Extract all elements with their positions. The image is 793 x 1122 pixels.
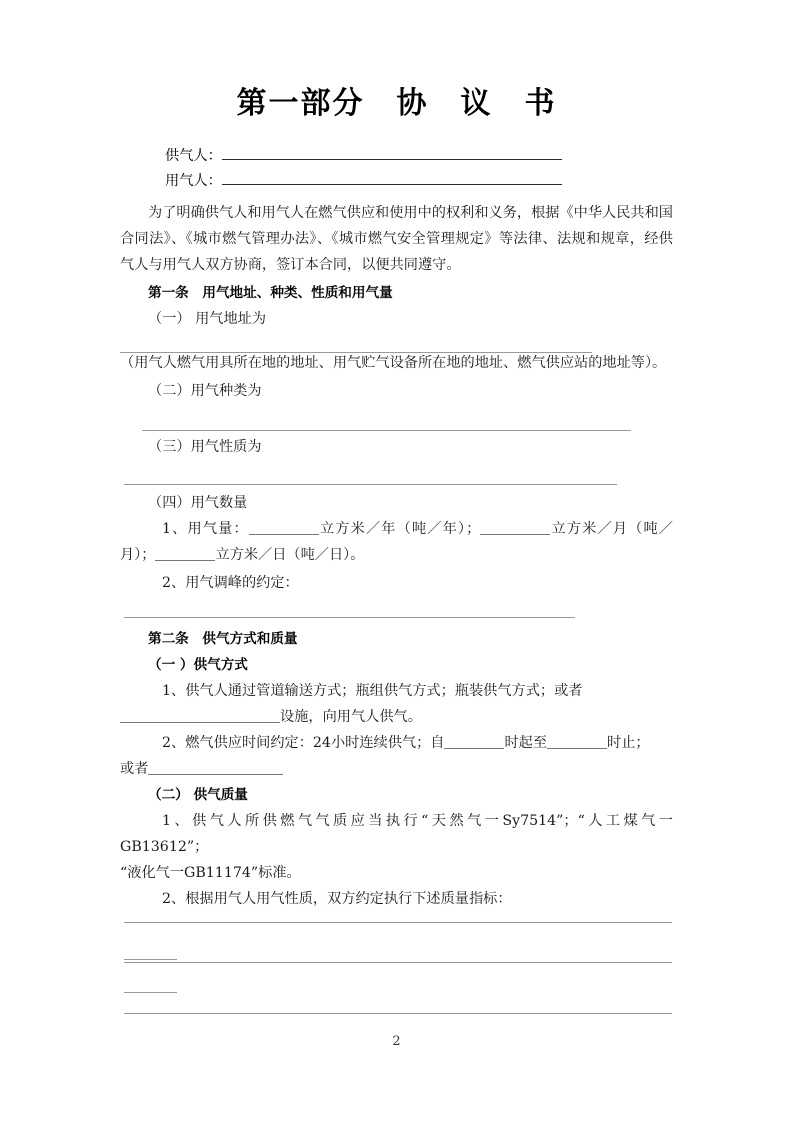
usage-day-unit: 立方米／日（吨／日）。 (215, 547, 365, 563)
supply-time-prefix: 2、燃气供应时间约定：24小时连续供气；自 (162, 735, 445, 751)
supply-time-alt-input[interactable] (148, 761, 283, 775)
usage-month-unit: 立方米／月（吨／月）； (120, 521, 673, 563)
blank-rule-address[interactable] (120, 352, 592, 353)
supply-time-suffix: 时止； (607, 735, 650, 751)
blank-rule-quality-3[interactable] (124, 962, 672, 963)
blank-rule-gas-type[interactable] (142, 430, 631, 431)
supply-time-alt-label: 或者 (120, 761, 149, 777)
article-one-item-1-note: （用气人燃气用具所在地的地址、用气贮气设备所在地的地址、燃气供应站的地址等）。 (120, 355, 667, 371)
article-one-item-4-sub2: 2、用气调峰的约定： (162, 575, 299, 591)
article-one-heading: 第一条 用气地址、种类、性质和用气量 (148, 285, 393, 301)
article-one-item-1-label: （一） 用气地址为 (148, 311, 267, 327)
article-one-item-4-sub1 (120, 516, 673, 568)
blank-rule-quality-1[interactable] (124, 922, 672, 923)
supplier-field-row (120, 144, 673, 169)
document-body (120, 144, 673, 912)
consumer-field-row (120, 169, 673, 194)
page-title: 第一部分 协 议 书 (236, 86, 557, 121)
supply-time-from-input[interactable] (444, 735, 504, 749)
supplier-label: 供气人： (165, 148, 222, 164)
article-two-sub-two-item2: 2、根据用气人用气性质，双方约定执行下述质量指标： (162, 891, 512, 907)
article-two-sub-two-heading: （二） 供气质量 (148, 787, 248, 803)
blank-rule-quality-2[interactable] (124, 959, 177, 960)
blank-rule-peak-adjust[interactable] (124, 617, 575, 618)
article-two-sub-one-item2-line2 (120, 756, 673, 782)
usage-year-unit: 立方米／年（吨／年）； (318, 521, 481, 537)
usage-amount-prefix: 1、用气量： (162, 521, 249, 537)
article-two-sub-one-item1-line1: 1、供气人通过管道输送方式；瓶组供气方式；瓶装供气方式；或者 (162, 683, 583, 699)
blank-rule-quality-4[interactable] (124, 992, 177, 993)
page-number: 2 (392, 1034, 401, 1049)
usage-year-input[interactable] (249, 521, 319, 535)
usage-day-input[interactable] (155, 547, 215, 561)
consumer-input[interactable] (222, 170, 562, 185)
article-two-sub-two-item1-line2: “液化气一GB11174”标准。 (120, 865, 301, 881)
supply-facility-suffix: 设施，向用气人供气。 (280, 709, 422, 725)
article-one-item-3-label: （三）用气性质为 (148, 439, 262, 455)
supply-time-mid: 时起至 (504, 735, 548, 751)
article-one-item-4-label: （四）用气数量 (148, 495, 248, 511)
supply-time-to-input[interactable] (547, 735, 607, 749)
consumer-label: 用气人： (165, 173, 222, 189)
article-two-heading: 第二条 供气方式和质量 (148, 631, 298, 647)
article-two-sub-one-heading: （一 ）供气方式 (148, 657, 248, 673)
preamble-paragraph: 为了明确供气人和用气人在燃气供应和使用中的权利和义务，根据《中华人民共和国合同法》、《城市燃气管理办法》、《城市燃气安全管理规定》等法律、法规和规章，经供气人与用气人双方协商，签订本合同，以便共同遵守。 (120, 205, 673, 273)
blank-rule-quality-5[interactable] (124, 1013, 672, 1014)
usage-month-input[interactable] (480, 521, 550, 535)
supply-facility-input[interactable] (120, 709, 280, 723)
article-one-item-2-label: （二）用气种类为 (148, 383, 262, 399)
supplier-input[interactable] (222, 145, 562, 160)
article-two-sub-two-item1-line1: 1、供气人所供燃气气质应当执行“天然气一Sy7514”；“人工煤气一GB13612”； (120, 813, 673, 855)
article-two-sub-one-item2-line1 (120, 730, 673, 756)
article-two-sub-one-item1-line2 (120, 704, 673, 730)
blank-rule-gas-nature[interactable] (124, 484, 617, 485)
